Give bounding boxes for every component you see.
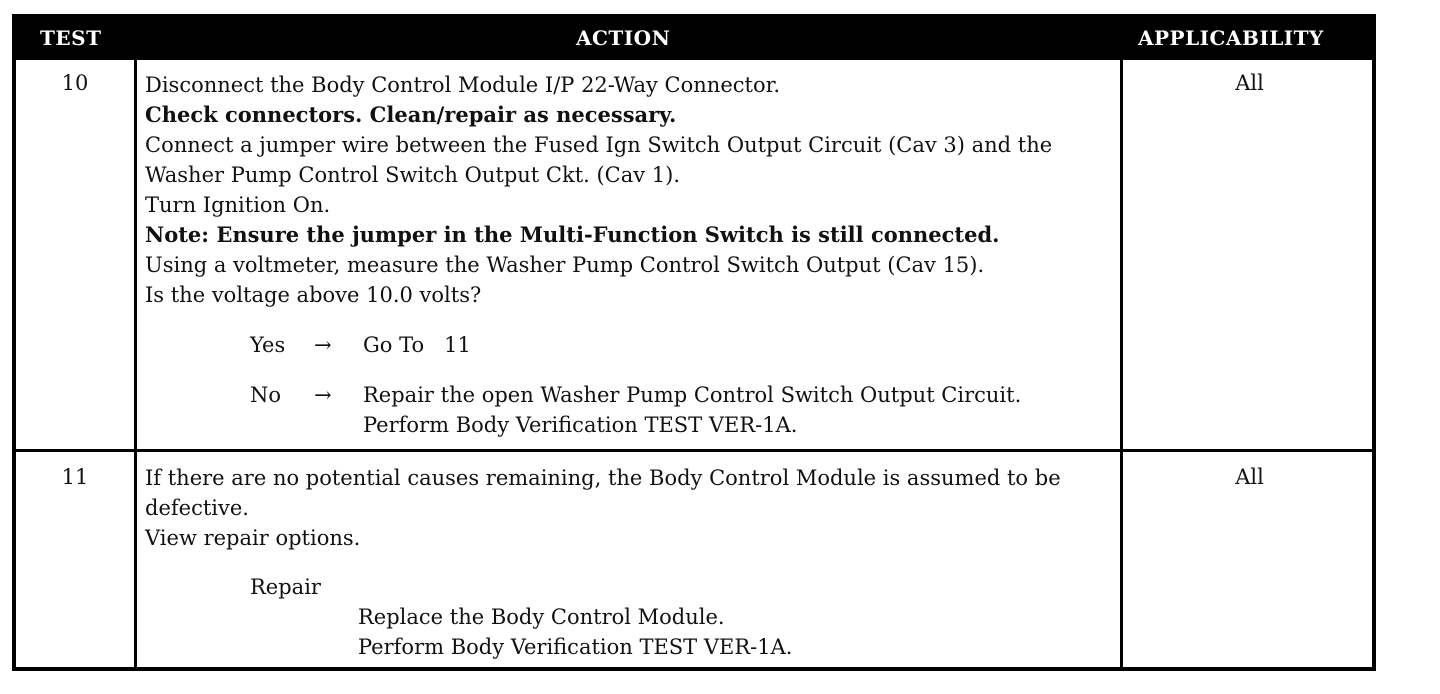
action-note: Note: Ensure the jumper in the Multi-Function Switch is still connected.: [145, 222, 1000, 247]
no-result-verification: Perform Body Verification TEST VER-1A.: [363, 413, 798, 437]
applicability-value: All: [1235, 465, 1264, 489]
yes-result: Go To 11: [363, 333, 471, 357]
action-line: Using a voltmeter, measure the Washer Pump Control Switch Output (Cav 15).: [145, 253, 985, 277]
arrow-right-icon: →: [314, 333, 332, 357]
arrow-right-icon: →: [314, 383, 332, 407]
yes-label: Yes: [250, 333, 286, 357]
action-line: Connect a jumper wire between the Fused Ign Switch Output Circuit (Cav 3) and the: [145, 133, 1053, 157]
action-line: Washer Pump Control Switch Output Ckt. (Cav 1).: [145, 163, 681, 187]
action-line-emphasis: Check connectors. Clean/repair as necessary.: [145, 102, 677, 127]
header-test: TEST: [40, 26, 102, 50]
test-number: 10: [61, 71, 89, 95]
table-header: [16, 18, 1372, 60]
action-question: Is the voltage above 10.0 volts?: [145, 283, 482, 307]
column-divider: [1120, 60, 1123, 671]
repair-step: Replace the Body Control Module.: [358, 605, 725, 629]
diagnostic-table: [12, 14, 1376, 671]
no-label: No: [250, 383, 282, 407]
repair-label: Repair: [250, 575, 321, 599]
header-action: ACTION: [576, 26, 671, 50]
action-line: If there are no potential causes remaining, the Body Control Module is assumed to be: [145, 466, 1061, 490]
applicability-value: All: [1235, 71, 1264, 95]
row-divider: [16, 449, 1372, 452]
repair-verification: Perform Body Verification TEST VER-1A.: [358, 635, 793, 659]
action-line: Disconnect the Body Control Module I/P 22-Way Connector.: [145, 73, 780, 97]
test-number: 11: [61, 465, 89, 489]
action-line: defective.: [145, 496, 249, 520]
column-divider: [134, 60, 137, 671]
header-applicability: APPLICABILITY: [1138, 26, 1324, 50]
action-line: Turn Ignition On.: [145, 193, 331, 217]
action-line: View repair options.: [145, 526, 361, 550]
no-result: Repair the open Washer Pump Control Switch Output Circuit.: [363, 383, 1022, 407]
